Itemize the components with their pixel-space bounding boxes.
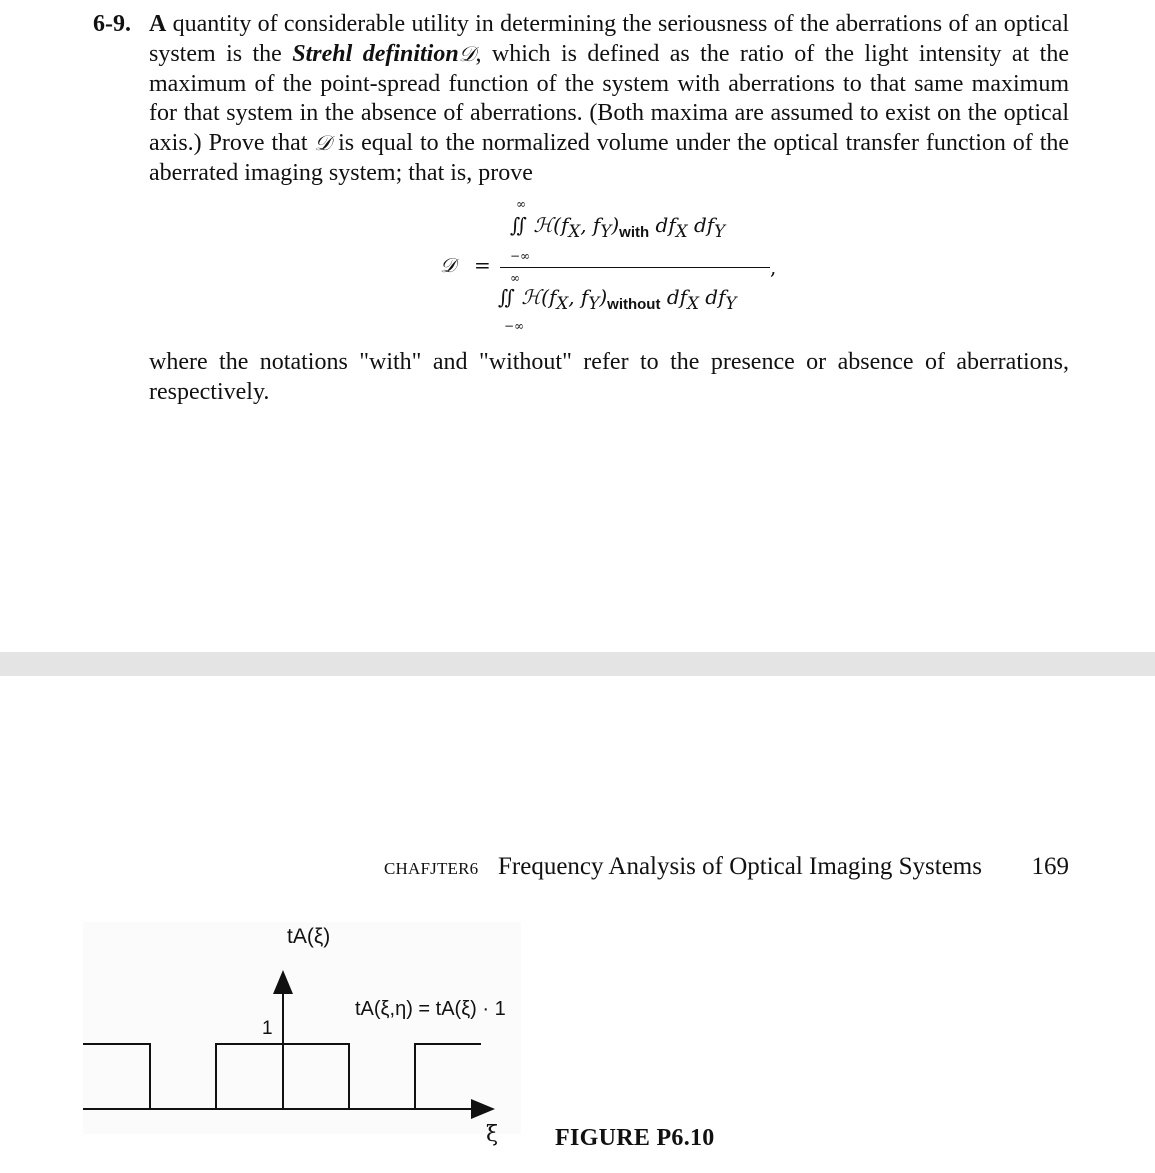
numerator-integral: ∬ ℋ(f [510,213,569,237]
problem-text-part1: quantity of considerable utility in determining the seriousness of the aberrations of an optical system is the [149,11,1070,67]
without-label: without [607,296,661,313]
numerator-dfx-sub: X [675,222,688,241]
denominator-close: ) [599,285,608,309]
strehl-symbol: 𝒟 [458,41,476,66]
equation-comma: , [770,255,777,279]
numerator-lower-limit: −∞ [510,249,531,263]
equation-denominator [498,285,736,313]
numerator-close: ) [611,213,620,237]
pulse-right [415,1044,481,1109]
numerator-dfy: df [687,213,715,237]
strehl-definition-term: Strehl definition [292,40,459,67]
problem-6-9 [93,10,1069,189]
numerator-sub-x: X [568,222,581,241]
denominator-sub-x: X [556,294,569,313]
denominator-integral: ∬ ℋ(f [498,285,557,309]
pulse-left [83,1044,150,1109]
running-head-title: Frequency Analysis of Optical Imaging Systems [498,853,982,880]
numerator-comma: , f [580,213,601,237]
denominator-dfy-sub: Y [725,294,737,313]
page-separator [0,652,1155,676]
denominator-lower-limit: −∞ [504,319,525,333]
denominator-comma: , f [568,285,589,309]
problem-lead: A [149,11,167,37]
strehl-equation [440,197,780,333]
denominator-dfx-sub: X [687,294,699,313]
with-label: with [619,224,650,241]
xi-axis-label: ξ [486,1122,499,1147]
denominator-upper-limit: ∞ [510,271,520,285]
equation-equals: = [474,253,491,277]
problem-number: 6-9. [93,11,131,37]
height-label: 1 [262,1018,273,1039]
figure-p6-10-panel [83,922,521,1134]
fraction-bar [500,267,770,268]
ta-function-label: tA(ξ) [287,925,331,948]
running-head [384,853,1069,887]
numerator-dfx: df [655,213,676,237]
numerator-upper-limit: ∞ [516,197,526,211]
numerator-sub-y: Y [600,222,612,241]
denominator-dfx: df [666,285,688,309]
strehl-symbol-inline: 𝒟 [314,131,332,156]
problem-text-part3: is equal to the normalized volume under the optical transfer function of the aberrated imaging system; that is, prove [149,130,1070,186]
denominator-sub-y: Y [588,294,600,313]
page-number: 169 [1031,853,1069,880]
square-wave-diagram [83,922,521,1134]
ta-equation-label: tA(ξ,η) = tA(ξ) · 1 [355,998,506,1020]
problem-text-part2: , which is defined as the ratio of the light intensity at the maximum of the point-spread function of the system with aberrations to that same maximum for that system in the absence of aberrations. (Both maxima are assumed to exist on the optical axis.) Prove that [149,40,1069,157]
denominator-dfy: df [698,285,726,309]
problem-text [149,10,1069,189]
equation-numerator [510,213,725,241]
numerator-dfy-sub: Y [714,222,726,241]
after-equation-text: where the notations "with" and "without" refer to the presence or absence of aberrations, respectively. [149,349,1069,405]
running-head-chapter: CHAFJTER6 [384,859,479,878]
equation-lhs: 𝒟 [440,253,456,277]
figure-caption: FIGURE P6.10 [555,1125,715,1151]
